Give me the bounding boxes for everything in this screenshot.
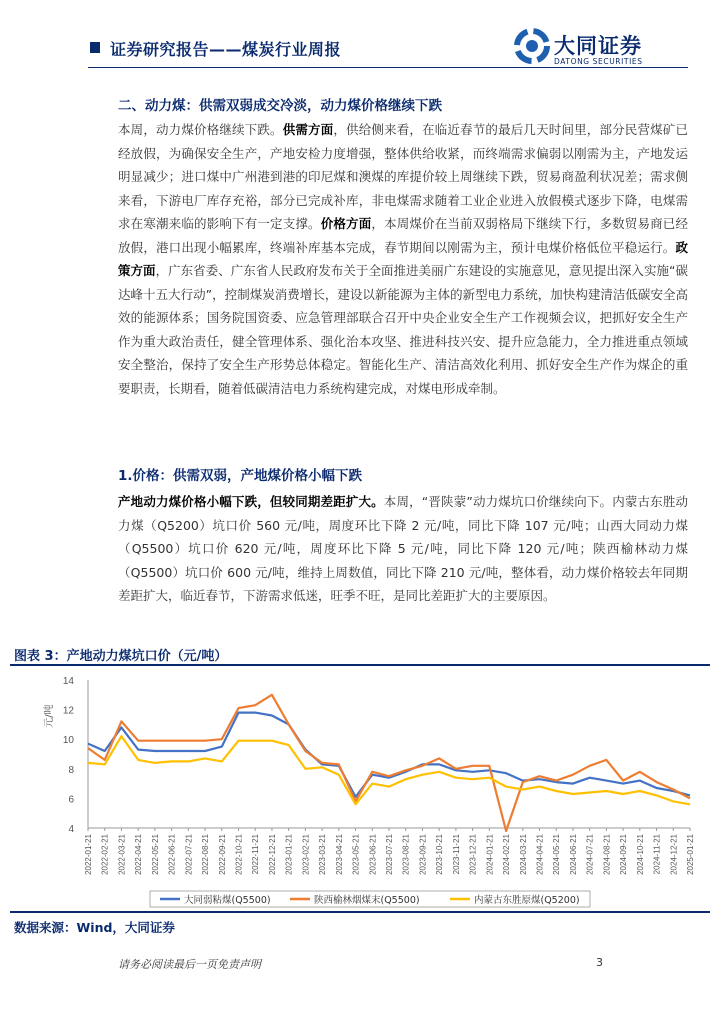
paragraph-market-summary: 本周，动力煤价格继续下跌。供需方面，供给侧来看，在临近春节的最后几天时间里，部分民营煤矿已经放假，为确保安全生产，产地安检力度增强，整体供给收紧，而终端需求偏弱以刚需为主，产地发运明显减少；进口煤中广州港到港的印尼煤和澳煤的库提价较上周继续下跌，贸易商盈利状况差；需求侧来看，下游电厂库存充裕，部分已完成补库，非电煤需求随着工业企业进入放假模式逐步下降，电煤需求在寒潮来临的影响下有一定支撑。价格方面，本周煤价在当前双弱格局下继续下行，多数贸易商已经放假，港口出现小幅累库，终端补库基本完成，春节期间以刚需为主，预计电煤价格低位平稳运行。政策方面，广东省委、广东省人民政府发布关于全面推进美丽广东建设的实施意见，意见提出深入实施“碳达峰十五大行动”，控制煤炭消费增长，建设以新能源为主体的新型电力系统，加快构建清洁低碳安全高效的能源体系；国务院国资委、应急管理部联合召开中央企业安全生产工作视频会议，把抓好安全生产作为重大政治责任，健全管理体系、强化治本攻坚、推进科技兴安、提升应急能力，全力推进重点领域安全整治，保持了安全生产形势总体稳定。智能化生产、清洁高效化利用、抓好安全生产作为煤企的重要职责，长期看，随着低碳清洁电力系统构建完成，对煤电形成牵制。 — [118, 122, 688, 396]
figure-bottom-rule — [10, 911, 710, 913]
price-line-chart — [0, 668, 724, 910]
x-tick-label: 2022-05-21 — [150, 834, 160, 875]
x-tick-label: 2023-06-21 — [368, 834, 378, 875]
x-tick-label: 2024-01-21 — [485, 834, 495, 875]
y-tick-label: 6 — [68, 794, 74, 806]
subsection-heading: 1.价格：供需双弱，产地煤价格小幅下跌 — [118, 468, 363, 484]
y-tick-label: 4 — [68, 824, 74, 835]
x-tick-label: 2024-06-21 — [568, 834, 578, 875]
x-tick-label: 2022-02-21 — [100, 834, 110, 875]
x-tick-label: 2022-01-21 — [84, 834, 93, 875]
x-tick-label: 2023-01-21 — [284, 834, 294, 875]
header-square — [90, 42, 100, 53]
x-tick-label: 2023-07-21 — [385, 834, 394, 875]
y-tick-label: 10 — [62, 735, 74, 747]
figure-title: 图表 3：产地动力煤坑口价（元/吨） — [14, 649, 228, 664]
legend-label-1: 大同弱粘煤(Q5500) — [184, 895, 271, 906]
page-number: 3 — [596, 956, 603, 969]
x-tick-label: 2024-10-21 — [635, 834, 645, 875]
x-tick-label: 2024-05-21 — [552, 834, 562, 875]
header-title: 证券研究报告——煤炭行业周报 — [110, 40, 342, 59]
x-tick-label: 2024-03-21 — [518, 834, 528, 875]
x-tick-label: 2023-08-21 — [401, 834, 411, 875]
x-tick-label: 2022-12-21 — [267, 834, 277, 875]
x-tick-label: 2024-12-21 — [669, 834, 679, 875]
x-tick-label: 2023-04-21 — [334, 834, 344, 875]
y-tick-label: 8 — [68, 764, 74, 776]
x-tick-label: 2022-07-21 — [184, 834, 194, 875]
datong-logo-icon — [512, 26, 552, 66]
x-tick-label: 2022-04-21 — [134, 834, 144, 875]
y-tick-label: 14 — [62, 676, 74, 687]
x-tick-label: 2024-08-21 — [602, 834, 612, 875]
figure-top-rule — [10, 664, 710, 666]
x-tick-label: 2023-03-21 — [318, 834, 328, 875]
x-tick-label: 2024-11-21 — [652, 834, 662, 875]
series-line-3 — [88, 736, 690, 804]
x-tick-label: 2023-12-21 — [468, 834, 478, 875]
x-tick-label: 2024-04-21 — [535, 834, 545, 875]
x-tick-label: 2022-03-21 — [117, 834, 127, 875]
x-tick-label: 2022-08-21 — [201, 834, 211, 875]
x-tick-label: 2025-01-21 — [686, 834, 695, 875]
legend-label-3: 内蒙古东胜原煤(Q5200) — [474, 895, 580, 906]
x-tick-label: 2024-09-21 — [619, 834, 629, 875]
y-tick-label: 12 — [62, 705, 74, 717]
paragraph-price: 产地动力煤价格小幅下跌，但较同期差距扩大。本周，“晋陕蒙”动力煤坑口价继续向下。内蒙古东胜动力煤（Q5200）坑口价 560 元/吨，周度环比下降 2 元/吨，同比下降 107 元/吨；山西大同动力煤（Q5500）坑口价 620 元/吨，周度环比下降 5 元/吨，同比下降 120 元/吨；陕西榆林动力煤（Q5500）坑口价 600 元/吨，维持上周数值，同比下降 210 元/吨，整体看，动力煤价格较去年同期差距扩大，临近春节，下游需求低迷，旺季不旺，是同比差距扩大的主要原因。 — [118, 494, 688, 603]
x-tick-label: 2022-11-21 — [251, 834, 261, 875]
legend-label-2: 陕西榆林烟煤末(Q5500) — [314, 895, 420, 906]
logo-text-en: DATONG SECURITIES — [554, 57, 643, 66]
section-heading: 二、动力煤：供需双弱成交冷淡，动力煤价格继续下跌 — [118, 98, 442, 114]
x-tick-label: 2022-09-21 — [217, 834, 227, 875]
logo-text-cn: 大同证券 — [554, 34, 642, 58]
data-source: 数据来源：Wind，大同证券 — [14, 920, 175, 935]
series-line-1 — [88, 713, 690, 797]
header-divider — [88, 67, 688, 68]
x-tick-label: 2022-06-21 — [167, 834, 177, 875]
x-tick-label: 2023-05-21 — [351, 834, 361, 875]
x-tick-label: 2024-07-21 — [585, 834, 595, 875]
x-tick-label: 2023-11-21 — [451, 834, 461, 875]
y-axis-label: 元/吨 — [44, 704, 55, 728]
x-tick-label: 2023-10-21 — [435, 834, 445, 875]
footer-disclaimer: 请务必阅读最后一页免责声明 — [118, 958, 261, 971]
x-tick-label: 2022-10-21 — [234, 834, 244, 875]
x-tick-label: 2024-02-21 — [502, 834, 512, 875]
x-tick-label: 2023-09-21 — [418, 834, 428, 875]
series-line-2 — [88, 695, 690, 831]
x-tick-label: 2023-02-21 — [301, 834, 311, 875]
